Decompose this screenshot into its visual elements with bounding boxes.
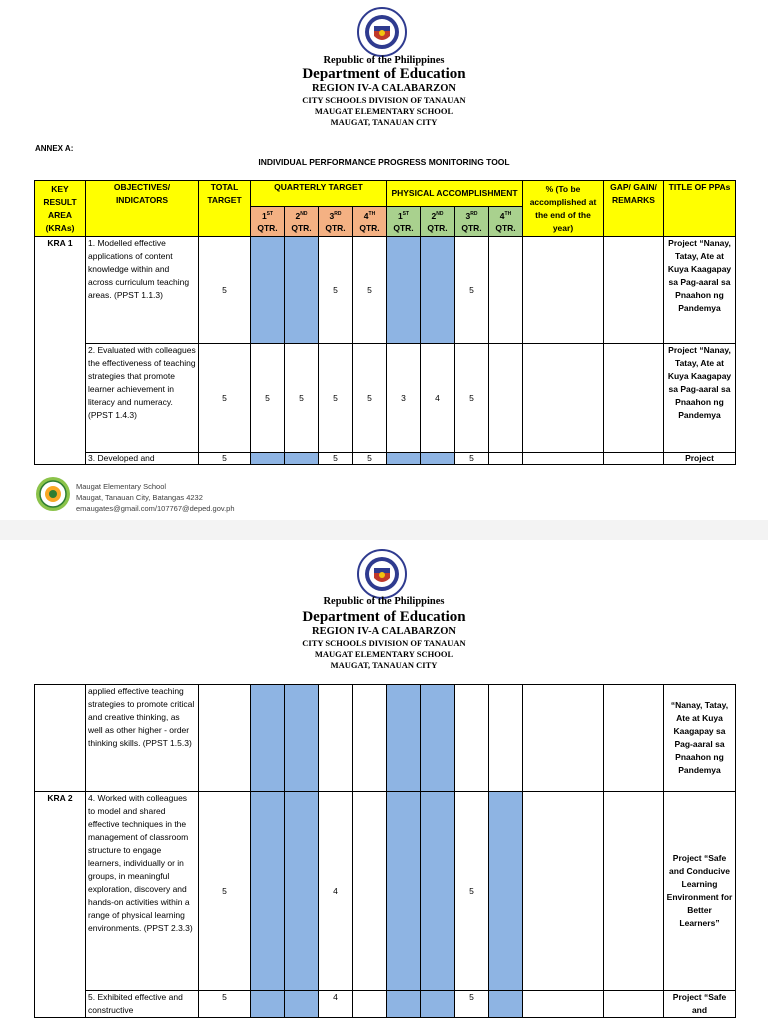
pa-cell (421, 792, 455, 991)
ppa-cell: Project (664, 453, 736, 465)
qt-cell (251, 685, 285, 792)
monitoring-table (34, 180, 736, 465)
qt-cell (251, 237, 285, 344)
col-percent-header: % (To be accomplished at the end of the year) (523, 181, 604, 237)
qt-cell: 5 (319, 344, 353, 453)
header-region: REGION IV-A CALABARZON (312, 626, 456, 637)
col-physical-header: PHYSICAL ACCOMPLISHMENT (387, 181, 523, 207)
header-school: MAUGAT ELEMENTARY SCHOOL (314, 106, 454, 116)
document-page-2 (0, 540, 768, 1024)
objective-cell: 3. Developed and (86, 453, 199, 465)
objective-cell: 4. Worked with colleagues to model and shared effective techniques in the management of classroom structure to engage learners, individually or in groups, in meaningful exploration, discovery and hands-on activities within a range of physical learning environments. (PPST 2.3.3) (86, 792, 199, 991)
kra-cell: KRA 1 (35, 237, 86, 465)
monitoring-table-continued (34, 684, 736, 1018)
qt-q1-header: 1ST QTR. (251, 207, 285, 237)
qt-cell (285, 991, 319, 1018)
qt-cell: 5 (319, 237, 353, 344)
deped-seal-icon (356, 548, 408, 600)
objective-cell: 2. Evaluated with colleagues the effectiveness of teaching strategies that promote learner achievement in literacy and numeracy. (PPST 1.4.3) (86, 344, 199, 453)
table-row (35, 792, 736, 991)
pa-cell (489, 792, 523, 991)
gap-cell (604, 792, 664, 991)
ppa-cell: Project “Nanay, Tatay, Ate at Kuya Kaagapay sa Pag-aaral sa Pnaahon ng Pandemya (664, 344, 736, 453)
table-row (35, 685, 736, 792)
pa-cell (489, 344, 523, 453)
col-total-header: TOTAL TARGET (199, 181, 251, 237)
qt-cell: 5 (285, 344, 319, 453)
pa-q3-header: 3RD QTR. (455, 207, 489, 237)
pa-cell (421, 453, 455, 465)
qt-cell (251, 792, 285, 991)
qt-cell (285, 453, 319, 465)
qt-q2-header: 2ND QTR. (285, 207, 319, 237)
pa-cell (489, 453, 523, 465)
qt-cell (285, 237, 319, 344)
pa-cell: 5 (455, 453, 489, 465)
header-region: REGION IV-A CALABARZON (312, 83, 456, 94)
gap-cell (604, 991, 664, 1018)
footer-email[interactable]: emaugates@gmail.com/107767@deped.gov.ph (76, 504, 235, 513)
gap-cell (604, 685, 664, 792)
qt-cell: 4 (319, 991, 353, 1018)
header-republic: Republic of the Philippines (323, 596, 445, 607)
percent-cell (523, 792, 604, 991)
qt-cell: 5 (251, 344, 285, 453)
table-row (35, 237, 736, 344)
annex-label: ANNEX A: (35, 144, 74, 153)
pa-cell: 5 (455, 991, 489, 1018)
pa-q2-header: 2ND QTR. (421, 207, 455, 237)
pa-cell (455, 685, 489, 792)
pa-cell (387, 453, 421, 465)
deped-seal-icon (356, 6, 408, 58)
percent-cell (523, 991, 604, 1018)
ppa-cell: Project “Safe and Conducive Learning Environment for Better Learners” (664, 792, 736, 991)
qt-cell: 5 (353, 237, 387, 344)
qt-cell (251, 453, 285, 465)
table-row (35, 344, 736, 453)
percent-cell (523, 685, 604, 792)
pa-cell: 5 (455, 237, 489, 344)
tool-title: INDIVIDUAL PERFORMANCE PROGRESS MONITORING TOOL (258, 157, 510, 167)
col-kra-header: KEY RESULT AREA (KRAs) (35, 181, 86, 237)
gap-cell (604, 344, 664, 453)
col-gap-header: GAP/ GAIN/ REMARKS (604, 181, 664, 237)
pa-cell (387, 991, 421, 1018)
pa-cell (387, 685, 421, 792)
qt-cell (285, 685, 319, 792)
pa-cell (489, 685, 523, 792)
header-republic: Republic of the Philippines (323, 55, 445, 66)
pa-q1-header: 1ST QTR. (387, 207, 421, 237)
qt-q4-header: 4TH QTR. (353, 207, 387, 237)
total-cell: 5 (199, 453, 251, 465)
gap-cell (604, 237, 664, 344)
qt-cell: 5 (319, 453, 353, 465)
pa-cell (421, 685, 455, 792)
pa-cell (421, 237, 455, 344)
qt-cell (251, 991, 285, 1018)
pa-cell: 3 (387, 344, 421, 453)
col-quarterly-header: QUARTERLY TARGET (251, 181, 387, 207)
ppa-cell: “Nanay, Tatay, Ate at Kuya Kaagapay sa Pag-aaral sa Pnaahon ng Pandemya (664, 685, 736, 792)
objective-cell: applied effective teaching strategies to promote critical and creative thinking, as well as other higher - order thinking skills. (PPST 1.5.3) (86, 685, 199, 792)
total-cell: 5 (199, 991, 251, 1018)
footer-school: Maugat Elementary School (76, 482, 167, 491)
qt-q3-header: 3RD QTR. (319, 207, 353, 237)
pa-cell (387, 792, 421, 991)
total-cell (199, 685, 251, 792)
header-division: CITY SCHOOLS DIVISION OF TANAUAN (302, 95, 466, 105)
kra-cell (35, 685, 86, 792)
pa-cell: 5 (455, 792, 489, 991)
col-objectives-header: OBJECTIVES/ INDICATORS (86, 181, 199, 237)
header-school: MAUGAT ELEMENTARY SCHOOL (314, 649, 454, 659)
gap-cell (604, 453, 664, 465)
header-department: Department of Education (302, 609, 466, 625)
pa-cell (489, 991, 523, 1018)
total-cell: 5 (199, 792, 251, 991)
percent-cell (523, 237, 604, 344)
qt-cell (285, 792, 319, 991)
pa-cell (387, 237, 421, 344)
header-department: Department of Education (302, 66, 466, 82)
school-logo-icon (35, 476, 71, 512)
header-location: MAUGAT, TANAUAN CITY (330, 117, 438, 127)
pa-cell (489, 237, 523, 344)
qt-cell: 5 (353, 344, 387, 453)
ppa-cell: Project “Nanay, Tatay, Ate at Kuya Kaagapay sa Pag-aaral sa Pnaahon ng Pandemya (664, 237, 736, 344)
footer-address: Maugat, Tanauan City, Batangas 4232 (76, 493, 203, 502)
pa-cell: 5 (455, 344, 489, 453)
total-cell: 5 (199, 237, 251, 344)
qt-cell (319, 685, 353, 792)
pa-cell (421, 991, 455, 1018)
page-gap (0, 520, 768, 540)
percent-cell (523, 344, 604, 453)
header-location: MAUGAT, TANAUAN CITY (330, 660, 438, 670)
total-cell: 5 (199, 344, 251, 453)
qt-cell (353, 991, 387, 1018)
percent-cell (523, 453, 604, 465)
pa-cell: 4 (421, 344, 455, 453)
pa-q4-header: 4TH QTR. (489, 207, 523, 237)
qt-cell: 5 (353, 453, 387, 465)
objective-cell: 5. Exhibited effective and constructive (86, 991, 199, 1018)
kra-cell: KRA 2 (35, 792, 86, 1018)
header-division: CITY SCHOOLS DIVISION OF TANAUAN (302, 638, 466, 648)
qt-cell (353, 685, 387, 792)
table-row (35, 991, 736, 1018)
qt-cell: 4 (319, 792, 353, 991)
ppa-cell: Project “Safe and (664, 991, 736, 1018)
qt-cell (353, 792, 387, 991)
table-row (35, 453, 736, 465)
objective-cell: 1. Modelled effective applications of content knowledge within and across curriculum teaching areas. (PPST 1.1.3) (86, 237, 199, 344)
col-title-header: TITLE OF PPAs (664, 181, 736, 237)
